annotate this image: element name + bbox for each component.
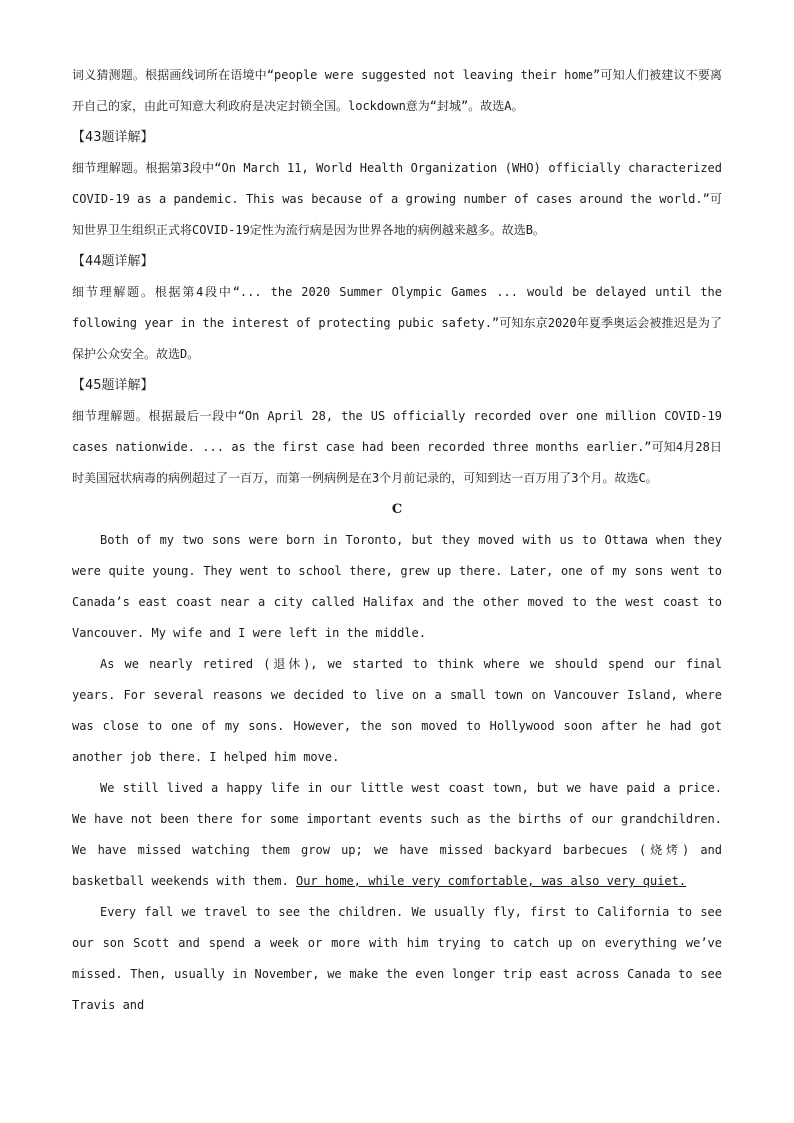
q43-heading: 【43题详解】 <box>72 130 154 145</box>
section-title: C <box>391 502 403 517</box>
paragraph-3-text: We still lived a happy life in our little west coast town, but we have paid a price. We have not been there for some important events such as the births of our grandchildren. We have missed watching them grow up; we have missed backyard barbecues (烧烤) and basketball weekends with them. <box>72 781 722 888</box>
passage-paragraph-2: As we nearly retired (退休), we started to think where we should spend our final years. For several reasons we decided to live on a small town on Vancouver Island, where was close to one of my sons. However, the son moved to Hollywood soon after he had got another job there. I helped him move. <box>72 657 722 764</box>
passage-paragraph-3 <box>72 773 722 897</box>
q45-explanation: 细节理解题。根据最后一段中“On April 28, the US officially recorded over one million COVID-19 cases nationwide. ... as the first case had been recorded three months earlier.”可知4月28日时美国冠状病毒的病例超过了一百万，而第一例病例是在3个月前记录的，可知到达一百万用了3个月。故选C。 <box>72 409 722 485</box>
document-page <box>72 60 722 1021</box>
passage-paragraph-4: Every fall we travel to see the children. We usually fly, first to California to see our son Scott and spend a week or more with him trying to catch up on everything we’ve missed. Then, usually in November, we make the even longer trip east across Canada to see Travis and <box>72 905 722 1012</box>
q42-explanation: 词义猜测题。根据画线词所在语境中“people were suggested not leaving their home”可知人们被建议不要离开自己的家，由此可知意大利政府是决定封锁全国。lockdown意为“封城”。故选A。 <box>72 68 722 113</box>
underlined-sentence: Our home, while very comfortable, was also very quiet. <box>295 874 687 888</box>
q44-heading: 【44题详解】 <box>72 254 154 269</box>
q43-explanation: 细节理解题。根据第3段中“On March 11, World Health Organization (WHO) officially characterized COVID-19 as a pandemic. This was because of a growing number of cases around the world.”可知世界卫生组织正式将COVID-19定性为流行病是因为世界各地的病例越来越多。故选B。 <box>72 161 722 237</box>
q45-heading: 【45题详解】 <box>72 378 154 393</box>
passage-paragraph-1: Both of my two sons were born in Toronto, but they moved with us to Ottawa when they were quite young. They went to school there, grew up there. Later, one of my sons went to Canada’s east coast near a city called Halifax and the other moved to the west coast to Vancouver. My wife and I were left in the middle. <box>72 533 722 640</box>
q44-explanation: 细节理解题。根据第4段中“... the 2020 Summer Olympic Games ... would be delayed until the following year in the interest of protecting pubic safety.”可知东京2020年夏季奥运会被推迟是为了保护公众安全。故选D。 <box>72 285 722 361</box>
